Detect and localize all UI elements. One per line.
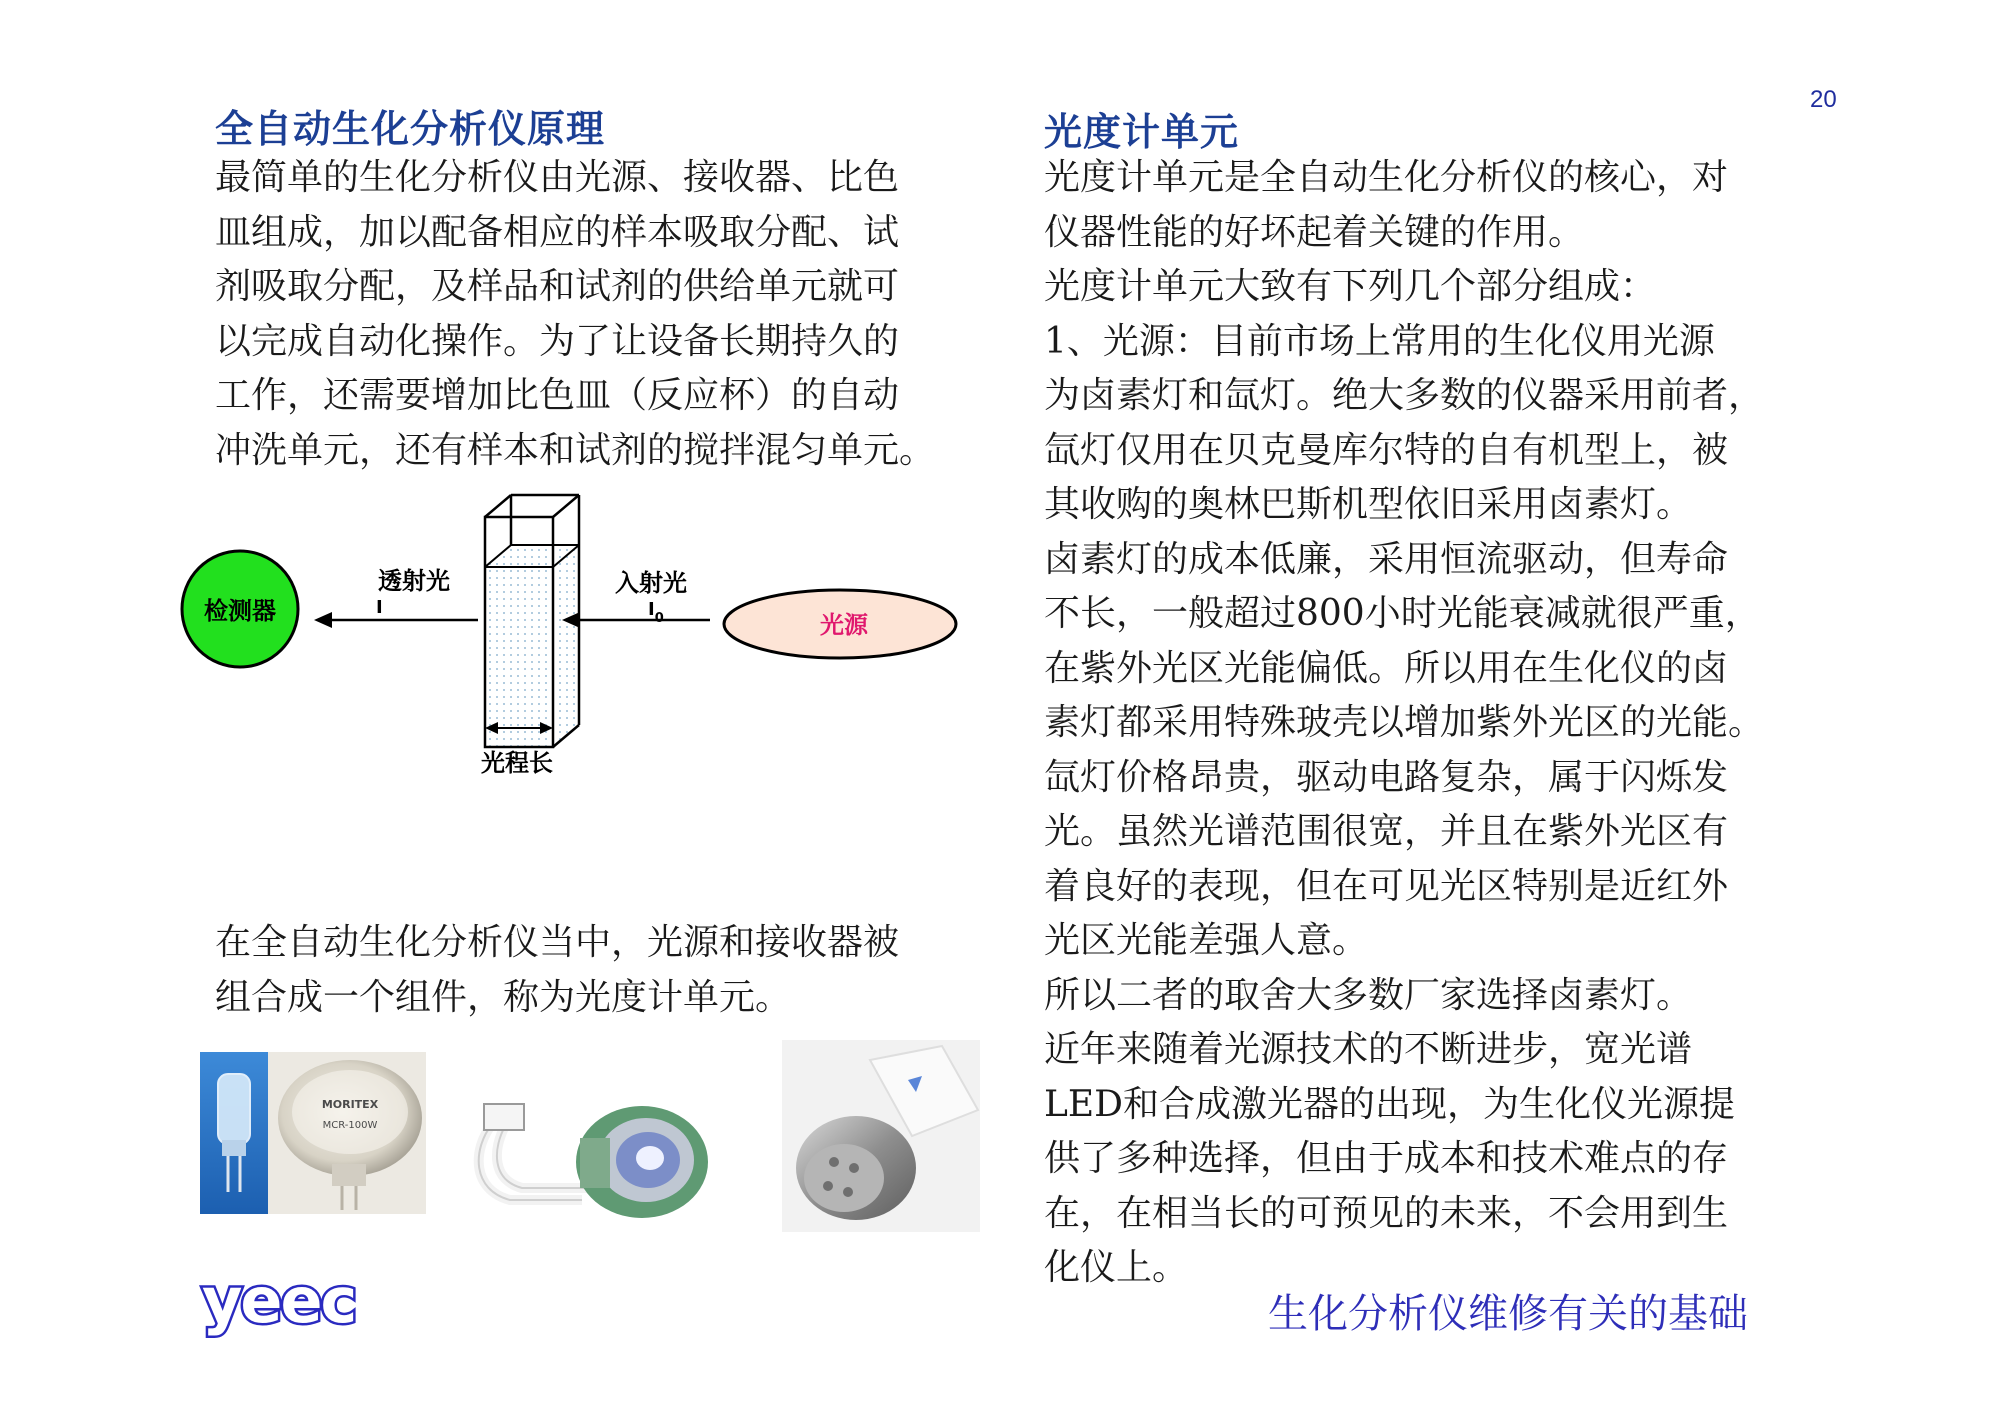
text-line: 着良好的表现，但在可见光区特别是近红外	[1044, 865, 1729, 907]
text-line: 冲洗单元，还有样本和试剂的搅拌混匀单元。	[215, 429, 936, 471]
lamp-module-photo	[462, 1050, 716, 1242]
text-line: 氙灯价格昂贵，驱动电路复杂，属于闪烁发	[1044, 756, 1729, 798]
text-line: 卤素灯的成本低廉，采用恒流驱动，但寿命	[1044, 538, 1729, 580]
text-line: LED和合成激光器的出现，为生化仪光源提	[1044, 1083, 1736, 1125]
right-section-heading: 光度计单元	[1044, 110, 1240, 154]
xenon-lamp-photo	[782, 1040, 980, 1232]
text-line: 皿组成，加以配备相应的样本吸取分配、试	[215, 211, 900, 253]
text-line: 在，在相当长的可预见的未来，不会用到生	[1044, 1192, 1729, 1234]
text-line: 其收购的奥林巴斯机型依旧采用卤素灯。	[1044, 484, 1693, 525]
text-line: 剂吸取分配，及样品和试剂的供给单元就可	[215, 266, 900, 307]
text-line: 化仪上。	[1044, 1247, 1189, 1288]
text-line: 光度计单元是全自动生化分析仪的核心，对	[1044, 157, 1729, 198]
text-line: 最简单的生化分析仪由光源、接收器、比色	[215, 157, 900, 198]
text-line: 素灯都采用特殊玻壳以增加紫外光区的光能。	[1044, 702, 1765, 743]
text-line: 组合成一个组件，称为光度计单元。	[215, 976, 792, 1018]
logo-text: yeec	[202, 1276, 356, 1337]
footer-title: 生化分析仪维修有关的基础	[1268, 1291, 1748, 1337]
text-line: 近年来随着光源技术的不断进步，宽光谱	[1044, 1029, 1693, 1070]
text-line: 光度计单元大致有下列几个部分组成：	[1044, 266, 1657, 307]
text-line: 光区光能差强人意。	[1044, 920, 1369, 961]
reflector-brand-text: MORITEX	[321, 1098, 379, 1111]
brand-logo	[198, 1276, 378, 1346]
text-line: 在紫外光区光能偏低。所以用在生化仪的卤	[1044, 647, 1729, 689]
text-line: 氙灯仅用在贝克曼库尔特的自有机型上，被	[1044, 429, 1729, 471]
left-section-heading: 全自动生化分析仪原理	[215, 107, 606, 151]
text-line: 1、光源：目前市场上常用的生化仪用光源	[1044, 320, 1715, 362]
light-source-label: 光源	[820, 611, 868, 639]
left-outro-paragraph	[215, 916, 975, 1025]
text-line: 不长，一般超过800小时光能衰减就很严重，	[1044, 593, 1761, 634]
arrowhead-icon	[314, 612, 332, 628]
photometer-diagram	[180, 485, 970, 785]
page-number: 20	[1810, 86, 1837, 113]
reflector-model-text: MCR-100W	[322, 1120, 378, 1131]
text-line: 以完成自动化操作。为了让设备长期持久的	[215, 320, 900, 362]
halogen-lamp-photo	[200, 1052, 426, 1214]
text-line: 在全自动生化分析仪当中，光源和接收器被	[215, 922, 900, 963]
incident-intensity-symbol: $I_0$	[648, 599, 664, 626]
right-body-text	[1044, 151, 1844, 1296]
path-length-label: 光程长	[481, 749, 553, 777]
transmitted-light-label: 透射光	[378, 567, 450, 595]
text-line: 为卤素灯和氙灯。绝大多数的仪器采用前者，	[1044, 375, 1765, 416]
incident-light-label: 入射光	[615, 569, 687, 597]
text-line: 所以二者的取舍大多数厂家选择卤素灯。	[1044, 974, 1693, 1016]
text-line: 仪器性能的好坏起着关键的作用。	[1044, 211, 1585, 253]
left-intro-paragraph	[215, 151, 975, 478]
detector-label: 检测器	[204, 597, 276, 625]
text-line: 供了多种选择，但由于成本和技术难点的存	[1044, 1138, 1729, 1179]
text-line: 光。虽然光谱范围很宽，并且在紫外光区有	[1044, 811, 1729, 852]
transmitted-intensity-symbol: I	[376, 597, 383, 618]
text-line: 工作，还需要增加比色皿（反应杯）的自动	[215, 375, 900, 416]
